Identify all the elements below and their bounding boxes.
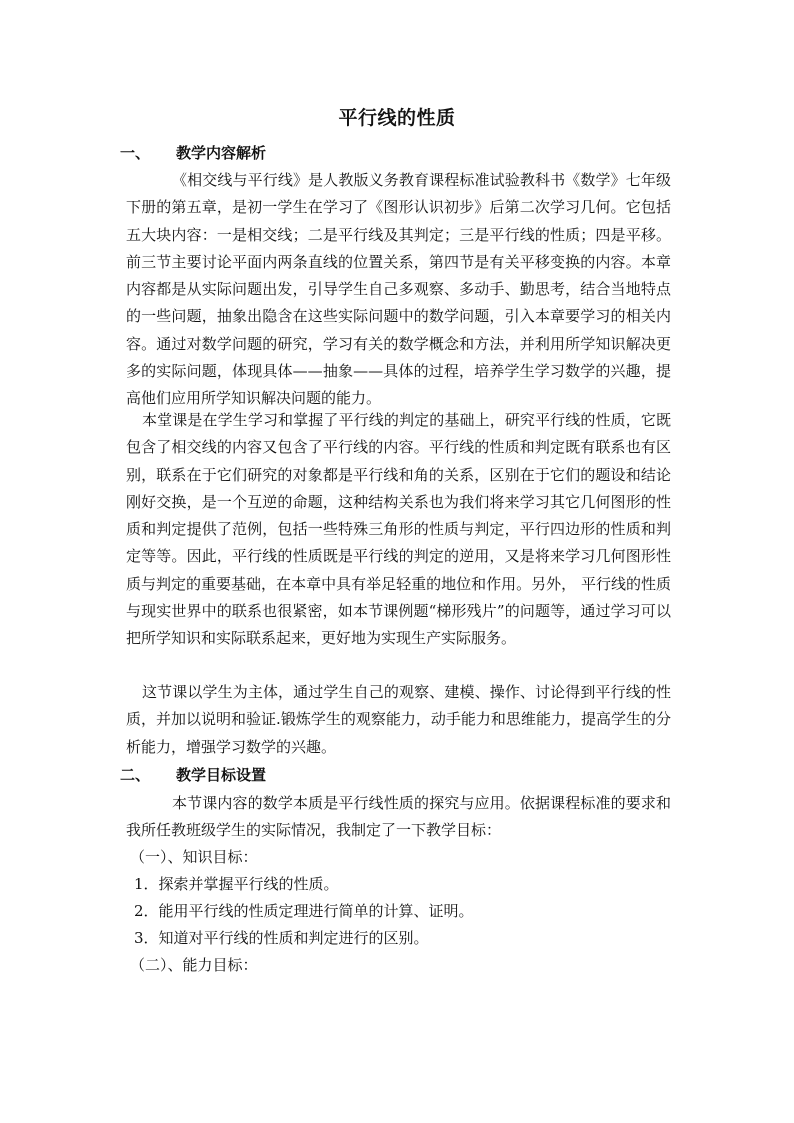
section-number: 二、 bbox=[120, 766, 151, 784]
section-title: 教学内容解析 bbox=[176, 144, 267, 162]
list-item: 2．能用平行线的性质定理进行简单的计算、证明。 bbox=[134, 902, 474, 920]
paragraph: 这节课以学生为主体，通过学生自己的观察、建模、操作、讨论得到平行线的性质，并加以说明和验证.锻炼学生的观察能力，动手能力和思维能力，提高学生的分析能力，增强学习数学的兴趣。 bbox=[126, 683, 671, 756]
list-item: 1．探索并掌握平行线的性质。 bbox=[134, 875, 339, 893]
paragraph: 《相交线与平行线》是人教版义务教育课程标准试验教科书《数学》七年级下册的第五章，是初一学生在学习了《图形认识初步》后第二次学习几何。它包括五大块内容：一是相交线；二是平行线及其判定；三是平行线的性质；四是平移。前三节主要讨论平面内两条直线的位置关系，第四节是有关平移变换的内容。本章内容都是从实际问题出发，引导学生自己多观察、多动手、勤思考，结合当地特点的一些问题，抽象出隐含在这些实际问题中的数学问题，引入本章要学习的相关内容。通过对数学问题的研究，学习有关的数学概念和方法，并利用所学知识解决更多的实际问题，体现具体——抽象——具体的过程，培养学生学习数学的兴趣，提高他们应用所学知识解决问题的能力。 bbox=[126, 171, 671, 408]
subheading: （二）、能力目标： bbox=[130, 956, 258, 974]
paragraph: 本节课内容的数学本质是平行线性质的探究与应用。依据课程标准的要求和我所任教班级学生的实际情况，我制定了一下教学目标： bbox=[126, 794, 671, 840]
section-number: 一、 bbox=[120, 144, 151, 162]
document-title: 平行线的性质 bbox=[338, 107, 456, 129]
section-heading-2 bbox=[120, 762, 266, 788]
section-title: 教学目标设置 bbox=[176, 766, 267, 784]
section-heading-1 bbox=[120, 140, 266, 166]
paragraph: 本堂课是在学生学习和掌握了平行线的判定的基础上，研究平行线的性质，它既包含了相交线的内容又包含了平行线的内容。平行线的性质和判定既有联系也有区别，联系在于它们研究的对象都是平行线和角的关系，区别在于它们的题设和结论刚好交换，是一个互逆的命题，这种结构关系也为我们将来学习其它几何图形的性质和判定提供了范例，包括一些特殊三角形的性质与判定，平行四边形的性质和判定等等。因此，平行线的性质既是平行线的判定的逆用，又是将来学习几何图形性质与判定的重要基础，在本章中具有举足轻重的地位和作用。另外， 平行线的性质与现实世界中的联系也很紧密，如本节课例题“梯形残片”的问题等，通过学习可以把所学知识和实际联系起来，更好地为实现生产实际服务。 bbox=[126, 411, 671, 648]
subheading: （一）、知识目标： bbox=[130, 848, 258, 866]
list-item: 3．知道对平行线的性质和判定进行的区别。 bbox=[134, 929, 429, 947]
